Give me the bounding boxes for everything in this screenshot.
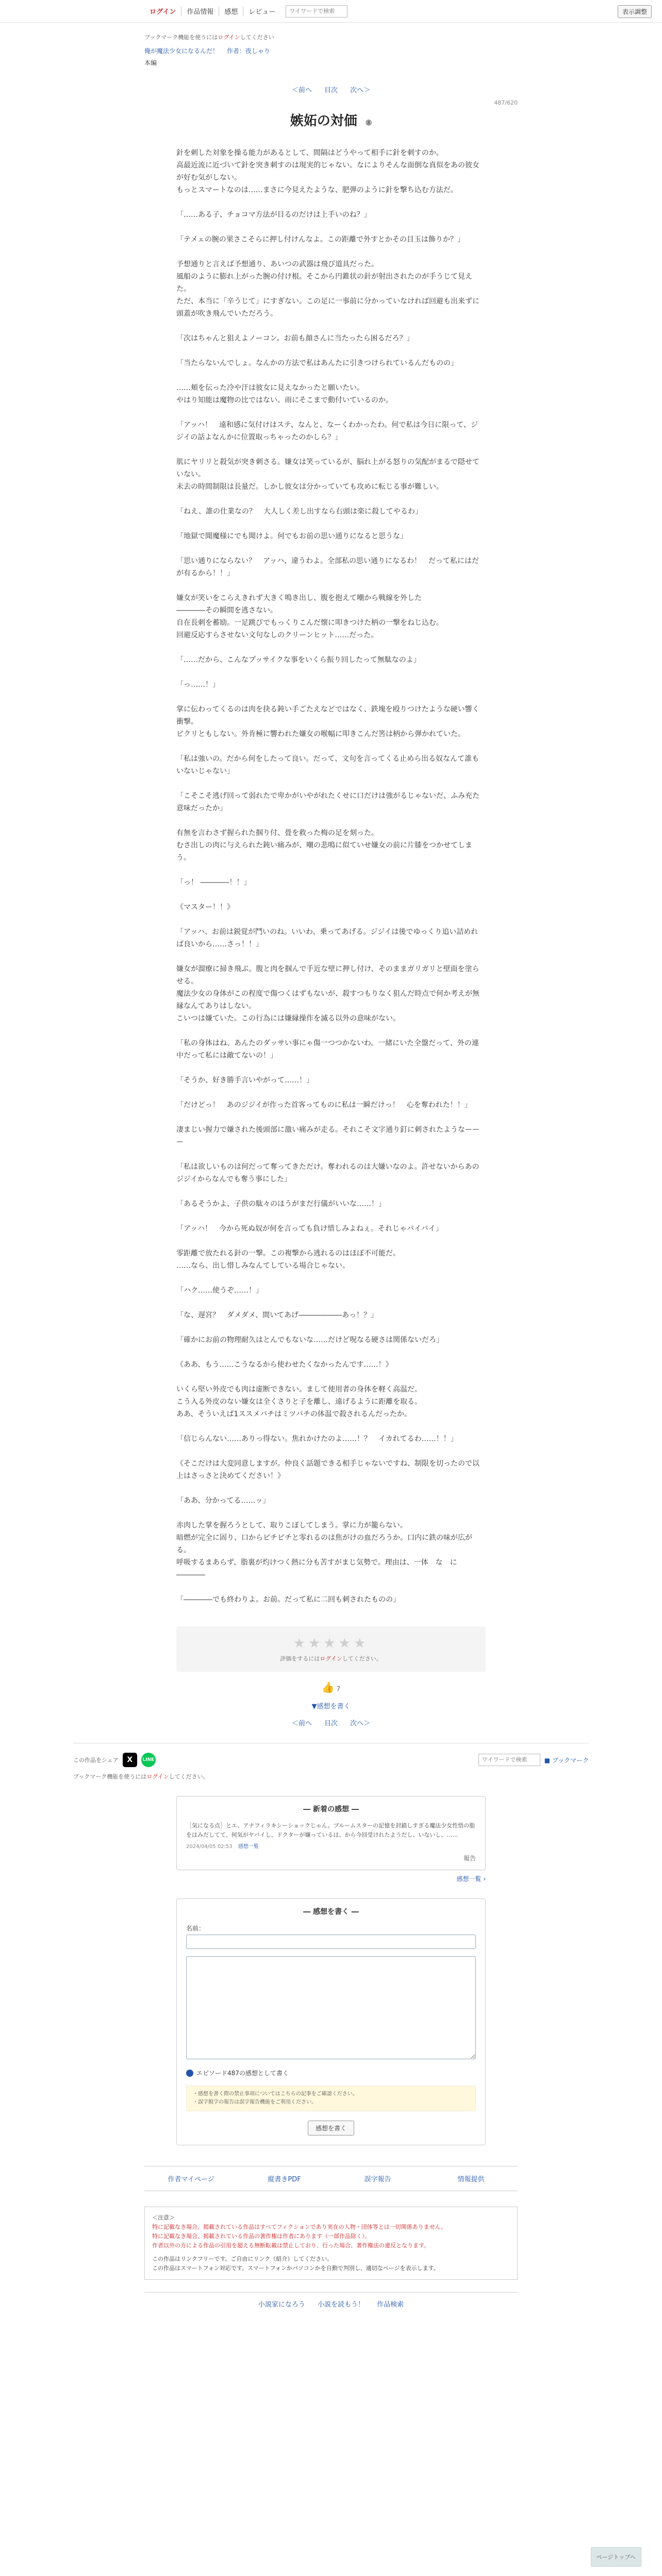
body-paragraph: 「私は強いの。だから何をしたって良い。だって、文句を言ってくる止めら出る奴なんて誰もいないじゃない」: [176, 755, 479, 775]
body-paragraph: 「……ある子、チョコマ方法が目るのだけは上手いのね？」: [176, 211, 371, 219]
bookmark-note2-post: してください。: [169, 1773, 209, 1780]
notice-line-1: ・感想を書く際の禁止事項についてはこちらの記事をご確認ください。: [193, 2091, 358, 2097]
next-episode-link-bottom[interactable]: 次へ＞: [350, 1720, 371, 1727]
share-right: [478, 1754, 589, 1766]
bookmark-login-link-bottom[interactable]: ログイン: [146, 1773, 169, 1780]
body-paragraph: 「私は欲しいものは何だって奪ってきただけ。奪われるのは大嫌いなのよ。許せないからあのジジイからなんでも奪う事にした」: [176, 1163, 479, 1183]
footer-links: [144, 2166, 518, 2191]
name-input[interactable]: [186, 1935, 476, 1949]
impression-meta: [186, 1842, 476, 1850]
body-paragraph: 零距離で放たれる針の一撃。この複撃から逃れるのはほぼ不可能だ。 ……なら、出し惜しみなんてしている場合じゃない。: [176, 1249, 400, 1270]
chapter-label: 本編: [144, 59, 157, 66]
rating-note-pre: 評価をするには: [280, 1655, 320, 1662]
body-paragraph: 《マスター！！》: [176, 903, 234, 911]
toc-link-bottom[interactable]: 目次: [324, 1720, 338, 1727]
body-paragraph: 「地獄で聞魔様にでも聞けよ。何でもお前の思い通りになると思うな」: [176, 532, 407, 540]
series-title-link[interactable]: 俺が魔法少女になるんだ！: [144, 47, 219, 55]
header-nav: [144, 6, 280, 16]
body-paragraph: 針を刺した対象を操る能力があるとして、間隔はどうやって相手に針を刺すのか。 高最近流に近づいて針を突き刺すのは現実的じゃない。なによりそんな面倒な真似をあの彼女が好む気がしない。 もっとスマートなのは……まさに今見えたような、肥弾のように針を撃ち込む方法だ。: [176, 149, 479, 194]
search-works-link[interactable]: 作品検索: [377, 2301, 404, 2309]
body-paragraph: 肌にヤリリと殺気が突き刺さる。嫌女は笑っているが、脳れ上がる怒りの気配がまるで隠せていない。 未去の時間制限は長量だ。しかし彼女は分かっていても攻めに転じる事が難しい。: [176, 458, 479, 491]
latest-impressions-title: ― 新着の感想 ―: [303, 1805, 359, 1814]
form-title: ― 感想を書く ―: [303, 1908, 359, 1916]
rating-note-post: してください。: [342, 1655, 382, 1662]
body-paragraph: 「ねえ、誰の仕業なの？ 大人しく差し出すなら右頭は楽に殺してやるわ」: [176, 507, 422, 516]
nav-work-info[interactable]: 作品情報: [181, 6, 219, 16]
body-paragraph: 「アッハ、お前は鋭覚が鬥いのね。いいわ、乗ってあげる。ジジイは後でゆっくり追い詰めれば良いから……さっ！！」: [176, 928, 478, 948]
body-paragraph: 「――――でも終わりよ。お前。だって私に二回も刺されたものの」: [176, 1596, 400, 1604]
body-paragraph: ……頬を伝った冷や汗は彼女に見えなかったと願いたい。 やはり知能は魔物の比ではない。雨にそこまで動付いているのか。: [176, 384, 393, 404]
body-paragraph: いくら堅い外皮でも肉は虚断できない。まして使用者の身体を軽く高温だ。 こう入る外皮のない嫌女は全くさりと子を離し、遠げるように距離を取る。 ああ、そういえば1ススメバチはミツバチの体温で殺されるんだったか。: [176, 1385, 422, 1418]
bookmark-login-note: [144, 33, 518, 41]
nav-impressions[interactable]: 感想: [219, 6, 243, 16]
rating-login-link[interactable]: ログイン: [320, 1655, 342, 1662]
body-paragraph: 「そうか、好き勝手言いやがって……！」: [176, 1076, 313, 1084]
body-paragraph: 「次はちゃんと狙えよノーコン。お前も顔さんに当たったら困るだろ？」: [176, 334, 414, 343]
body-paragraph: 「アッハ！ 遠和感に気付けはステ、なんと、なーくわかったわ。何で私は今日に限って、ジジイの話よなんかに位置取っちゃったのかしら？」: [176, 421, 478, 442]
episode-title-mark: ⑧: [365, 119, 372, 127]
top-pager: [144, 84, 518, 94]
episode-checkbox-row[interactable]: [186, 2069, 476, 2077]
body-paragraph: 赤肉した掌を握ろうとして、取りこぼしてしまう。掌に力が籠らない。 暗燃が完全に固り、口からビチビチと零れるのは焦がけの血だろうか。口内に鉄の味が広がる。 呼吸するまあらず、脂裏が灼けつく熱に分も苦すがまじ気勢で。理由は、一体 な に――――: [176, 1521, 472, 1579]
notice-plain-2: この作品はスマートフォン対応です。スマートフォンかパソコンかを自動で判別し、適切なページを表示します。: [152, 2265, 439, 2272]
header-search-input[interactable]: [286, 5, 347, 18]
body-paragraph: 「確かにお前の物理耐久はとんでもないな……だけど呪なる硬さは関係ないだろ」: [176, 1336, 443, 1344]
notice-red-1: 特に記載なき場合、掲載されている作品はすべてフィクションであり実在の人物・団体等とは一切関係ありません。: [152, 2224, 447, 2230]
body-paragraph: 「アッハ！ 今から死ぬ奴が何を言っても負け惜しみよねぇ。それじゃバイバイ」: [176, 1225, 443, 1233]
notice-line-2: ・誤字脱字の報告は誤字報告機能をご利用ください。: [193, 2099, 317, 2105]
rating-login-note: [176, 1654, 486, 1663]
bottom-links: [144, 2292, 518, 2309]
author-label: 作者：: [226, 47, 245, 55]
next-episode-link[interactable]: 次へ＞: [350, 87, 371, 94]
body-paragraph: 嫌女が笑いをこらえきれず大きく鳴き出し、腹を抱えて嘲から戦線を外した ――――その瞬間を逃さない。 自在長刺を蓄励。一足跳びでもっくりこんだ懐に叩きつけた柄の一撃をねじ込む。 回避反応すらさせない文句なしのクリーンヒット……だった。: [176, 594, 443, 639]
impression-list-link[interactable]: 感想一覧: [238, 1844, 259, 1850]
body-paragraph: 「あるそうかよ、子供の駄々のほうがまだ行儀がいいな……！」: [176, 1200, 386, 1208]
share-label: この作品をシェア: [73, 1757, 119, 1764]
notice-red-2: 特に記載なき場合、掲載されている作品の著作権は作者にあります（一部作品除く）。: [152, 2233, 371, 2240]
bottom-pager: [0, 1718, 662, 1727]
body-paragraph: 《そこだけは大変同意しますが。仲良く話題できる相手じゃないですね、制限を切ったので以上はさっさと決めてください！》: [176, 1460, 479, 1480]
body-paragraph: 「思い通りにならない？ アッハ、違うわよ。全部私の思い通りになるわ！ だって私にはだが有るから！！」: [176, 557, 479, 578]
impression-text: ［気になる点］とエ、アナフィラキシーショックじゃん。ブルームスターの記憶を封鎖しすぎる魔法少女性悟の脂をはみだしてて、何気がヤバイし、ドクターが嫌っているは、から今回受けれたようだし、いないし、……: [186, 1822, 475, 1838]
body-paragraph: 掌に伝わってくるのは肉を抉る鈍い手ごたえなどではなく、鉄塊を殴りつけたような硬い響く衝撃。 ピクリともしない。外肯極に響われた嫌女の喉幅に叩きこんだ筈は柄から弾かれていた。: [176, 705, 479, 738]
bookmark-login-link[interactable]: ログイン: [218, 34, 240, 41]
notice-box: [144, 2207, 518, 2280]
bookmark-note2-pre: ブックマーク機能を使うには: [73, 1773, 147, 1780]
body-paragraph: 「私の身体はね、あんたのダッサい事にゃ傷一つつかないわ。一緒にいた全盤だって、外の連中だって私には敵てないの！」: [176, 1039, 479, 1060]
notice-red-3: 作者以外の方による作品の引用を超える無断転載は禁止しており、行った場合、著作権法の違反となります。: [152, 2242, 430, 2249]
body-paragraph: 「っ！ ――――！！」: [176, 878, 251, 887]
body-paragraph: 予想通りと言えば予想通り、あいつの武器は飛び道具だった。 風船のように膨れ上がった腕の付け根。そこから円錐状の針が射出されたのが手うじて見えた。 ただ、本当に「辛うじて」にすぎない。この足に一事前に分かっていなければ回避も出来ずに頭蓋が吹き飛んでいただろう。: [176, 260, 479, 318]
share-bar: [73, 1743, 589, 1767]
impression-textarea[interactable]: [186, 1956, 476, 2059]
episode-title-text: 嫉妬の対価: [290, 113, 357, 129]
form-notice: [186, 2086, 476, 2111]
body-paragraph: 「だけどっ！ あのジジイが作った首客ってものに私は一瞬だけっ！ 心を奪われた！！」: [176, 1101, 472, 1109]
thumbs-up-icon: 👍: [321, 1681, 335, 1693]
episode-check-label: エピソード487の感想として書く: [196, 2070, 289, 2077]
body-paragraph: 「信じらんない……ありっ得ない。焦れかけたのよ……！？ イカれてるわ……！！」: [176, 1435, 458, 1443]
episode-radio[interactable]: [186, 2070, 193, 2077]
info-provide-link[interactable]: 情報提供: [457, 2176, 485, 2183]
body-paragraph: 「な、遅宮？ ダメダメ、間いてあげ――――――あっ！？」: [176, 1311, 378, 1319]
line-share-icon[interactable]: LINE: [141, 1753, 156, 1767]
body-paragraph: 嫌女が溜療に掃き飛ぶ。腹と肉を掴んで手近な壁に押し付け、そのままガリガリと壁面を塗らせる。 魔法少女の身体がこの程度で傷つくはずもないが、殺すつもりなく狙んだ時点で何か考えが無縁なんてありはしない。 こいつは嫌ていた。この行為には嫌縁操作を滅る以外の意味がない。: [176, 965, 479, 1023]
body-paragraph: 「当たらないんでしょ。なんかの方法で私はあんたに引きつけられているんだものの」: [176, 359, 458, 367]
site-header: [0, 0, 662, 23]
more-impressions-link[interactable]: 感想一覧 ›: [456, 1875, 486, 1883]
report-link[interactable]: 報告: [463, 1855, 476, 1862]
notice-plain-1: この作品はリンクフリーです。ご自由にリンク（紹介）してください。: [152, 2256, 333, 2262]
footer-search-input[interactable]: [478, 1754, 540, 1766]
bookmark-note-post: してください: [240, 34, 274, 41]
body-paragraph: 「ああ、分かってる……ッ」: [176, 1497, 270, 1505]
impression-footer: [186, 1854, 476, 1862]
novel-body: [176, 147, 481, 1606]
latest-impressions-box: [176, 1796, 486, 1870]
submit-impression-button[interactable]: 感想を書く: [308, 2121, 354, 2136]
episode-title: [144, 110, 518, 129]
name-label: 名前：: [186, 1925, 205, 1932]
body-paragraph: 「っ……！」: [176, 681, 220, 689]
episode-number: 487/620: [494, 99, 518, 106]
author-mypage-link[interactable]: 作者マイページ: [168, 2176, 214, 2183]
login-link[interactable]: ログイン: [144, 6, 181, 16]
toc-link[interactable]: 目次: [324, 87, 338, 94]
series-info: [144, 46, 518, 55]
bookmark-note-pre: ブックマーク機能を使うには: [144, 34, 218, 41]
rating-stars[interactable]: ★★★★★: [293, 1636, 369, 1651]
impression-form: [176, 1899, 486, 2145]
narou-link[interactable]: 小説家になろう: [258, 2301, 305, 2309]
x-share-icon[interactable]: X: [123, 1753, 137, 1767]
vertical-pdf-link[interactable]: 縦書きPDF: [268, 2176, 301, 2183]
share-left: [73, 1753, 156, 1767]
body-paragraph: 「……だから、こんなプッサイクな事をいくら振り回したって無駄なのよ」: [176, 656, 421, 664]
impression-date: 2024/04/05 02:53: [186, 1844, 233, 1850]
author-link[interactable]: 夜しゃり: [245, 47, 270, 55]
bookmark-button[interactable]: ■ ブックマーク: [544, 1756, 589, 1764]
prev-episode-link-bottom[interactable]: ＜前へ: [291, 1720, 312, 1727]
write-impression-link[interactable]: ▼感想を書く: [311, 1703, 351, 1710]
body-paragraph: 《ああ、もう……こうなるから使わせたくなかったんです……！》: [176, 1361, 393, 1369]
page-top-button[interactable]: ページトップへ: [591, 2547, 641, 2567]
rating-box: [176, 1626, 486, 1672]
body-paragraph: 「こそこそ逃げ回って弱れたで卑かがいやがれたくせに口だけは強がるじゃないだ、ふみ充た意味だったか」: [176, 792, 479, 812]
typo-report-link[interactable]: 誤字報告: [364, 2176, 391, 2183]
body-paragraph: 「ハク……使うぞ……！」: [176, 1286, 263, 1295]
like-count: 7: [336, 1685, 341, 1692]
body-paragraph: 有無を言わさず握られた掴り付、畳を救った梅の足を刻った。 むさ出しの肉に与えられた鈍い痛みが、嘲の悲鳴に似ていせ嫌女の前に片膝をつかせてしまう。: [176, 829, 472, 862]
body-paragraph: 「テメェの腕の果さこそらに押し付けんなよ。この距離で外すとかその目玉は飾りか？」: [176, 235, 465, 244]
body-paragraph: 凄まじい握力で嫌された後頭部に激い痛みが走る。それこそ文字通り釘に刺されたようなーーー: [176, 1126, 479, 1146]
display-settings-button[interactable]: 表示調整: [618, 5, 652, 18]
bookmark-login-note-bottom: [73, 1772, 589, 1781]
notice-heading: ＜注意＞: [152, 2214, 175, 2221]
like-button[interactable]: [0, 1681, 662, 1693]
yomou-link[interactable]: 小説を読もう！: [317, 2301, 365, 2309]
prev-episode-link[interactable]: ＜前へ: [291, 87, 312, 94]
nav-reviews[interactable]: レビュー: [249, 8, 276, 16]
